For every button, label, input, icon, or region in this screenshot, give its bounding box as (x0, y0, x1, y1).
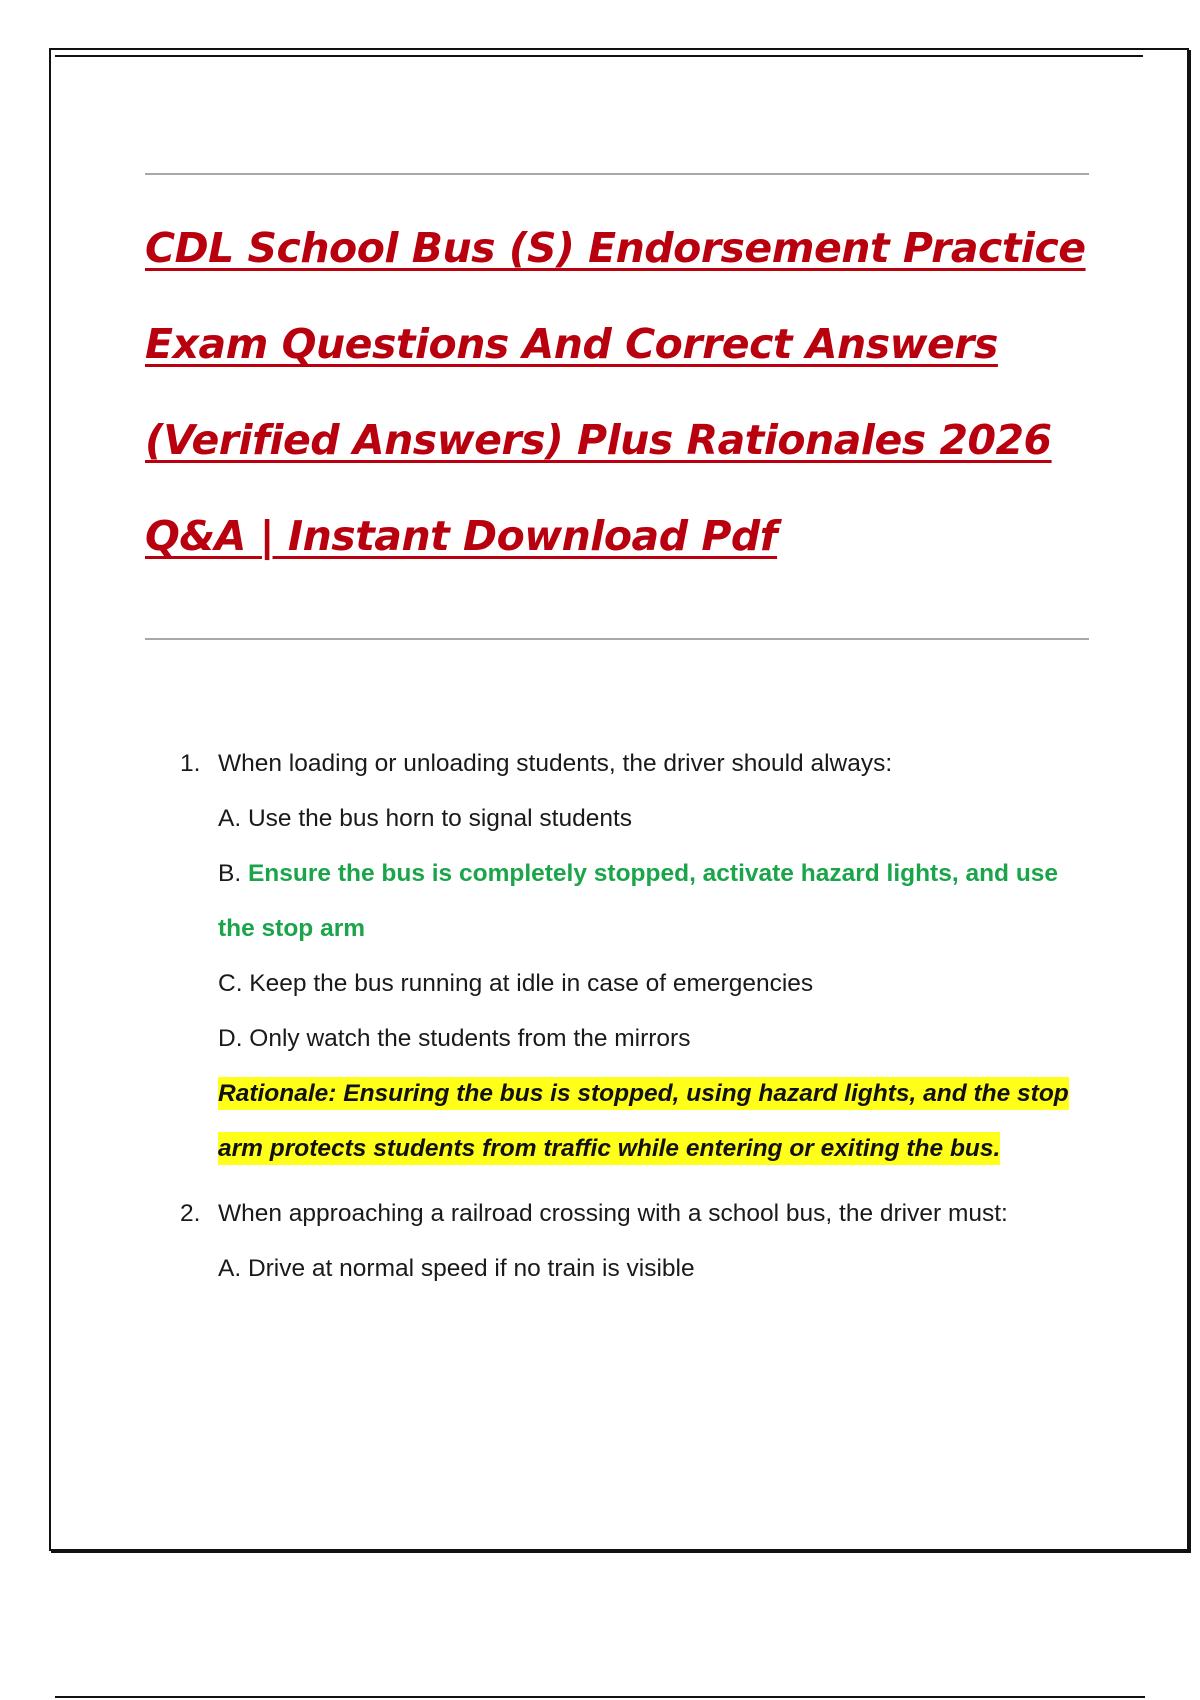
question-1-rationale (180, 1066, 1078, 1176)
document-title (145, 200, 1105, 584)
question-1-option-c: C. Keep the bus running at idle in case of emergencies (218, 970, 814, 997)
title-line-2: Exam Questions And Correct Answers (145, 320, 998, 368)
question-2-stem (180, 1186, 1080, 1241)
option-b-letter: B. (218, 860, 248, 887)
question-text: When loading or unloading students, the driver should always: (218, 750, 893, 777)
title-line-1: CDL School Bus (S) Endorsement Practice (145, 224, 1086, 272)
question-list (180, 736, 1080, 1296)
page-footer-rule (55, 1696, 1145, 1698)
title-line-4: Q&A | Instant Download Pdf (145, 512, 778, 560)
question-1-option-a: A. Use the bus horn to signal students (218, 805, 633, 832)
question-1 (180, 736, 1080, 1176)
title-top-divider (145, 173, 1089, 175)
question-1-option-d: D. Only watch the students from the mirrors (218, 1025, 691, 1052)
page-border-top-rule (55, 55, 1143, 57)
title-bottom-divider (145, 638, 1089, 640)
question-number: 2. (180, 1200, 201, 1227)
question-1-stem (180, 736, 1080, 791)
question-2-option-a: A. Drive at normal speed if no train is visible (218, 1255, 695, 1282)
question-2 (180, 1186, 1080, 1296)
title-line-3: (Verified Answers) Plus Rationales 2026 (145, 416, 1052, 464)
question-number: 1. (180, 750, 201, 777)
question-text: When approaching a railroad crossing with a school bus, the driver must: (218, 1200, 1008, 1227)
correct-answer: Ensure the bus is completely stopped, activate hazard lights, and use the stop arm (218, 860, 1059, 942)
rationale-text: Rationale: Ensuring the bus is stopped, using hazard lights, and the stop arm protects students from traffic while entering or exiting the bus. (218, 1077, 1069, 1165)
question-1-option-b (180, 846, 1078, 956)
